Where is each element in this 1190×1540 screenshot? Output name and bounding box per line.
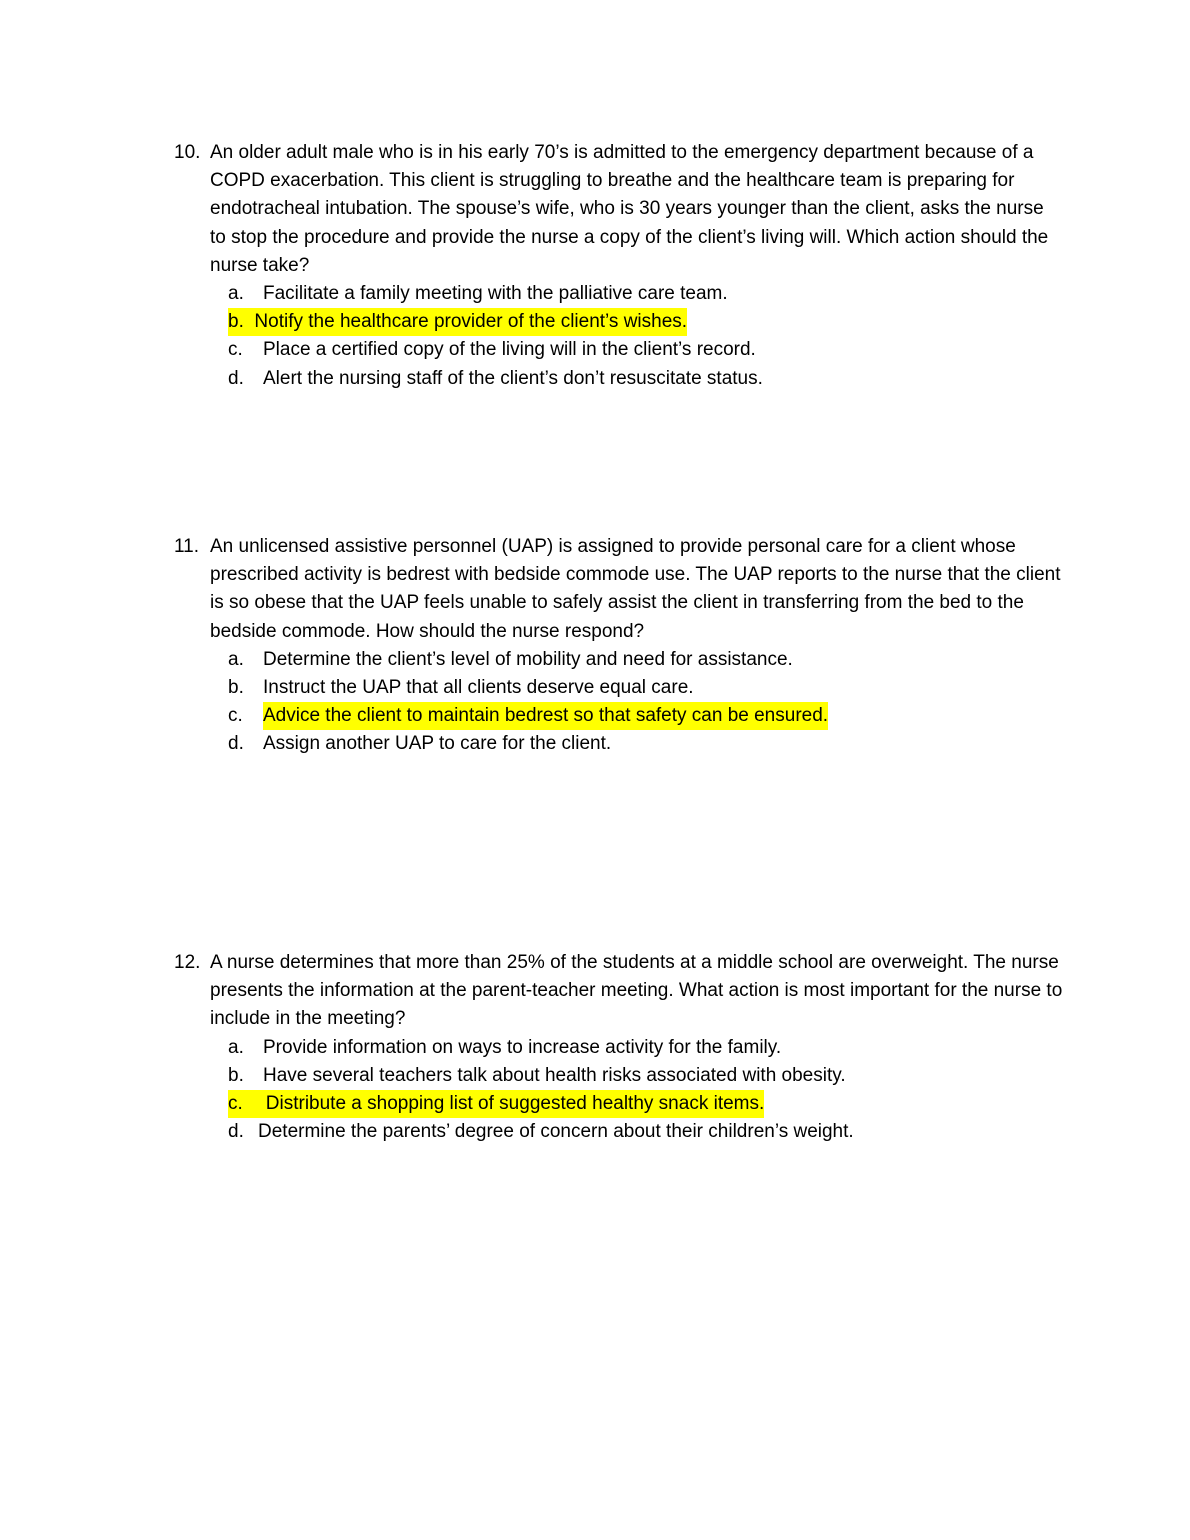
question-10 — [174, 139, 1064, 393]
option-letter: a. — [228, 283, 244, 305]
option-letter: b. — [228, 311, 244, 333]
question-stem — [174, 949, 1064, 1034]
option-b-highlighted — [228, 308, 1064, 336]
option-letter: b. — [228, 1064, 244, 1086]
option-a — [228, 280, 1064, 308]
option-text: Place a certified copy of the living will in the client’s record. — [263, 339, 756, 361]
question-number: 11. — [174, 536, 200, 557]
highlighted-answer — [228, 308, 687, 336]
option-text: Have several teachers talk about health risks associated with obesity. — [263, 1064, 846, 1086]
question-text: A nurse determines that more than 25% of the students at a middle school are overweight. The nurse presents the information at the parent-teacher meeting. What action is most important for the nurse to include in the meeting? — [210, 952, 1063, 1030]
answer-options — [174, 646, 1064, 759]
option-a — [228, 1034, 1064, 1062]
option-text: Provide information on ways to increase activity for the family. — [263, 1036, 782, 1058]
option-c-highlighted — [228, 1090, 1064, 1118]
option-c — [228, 336, 1064, 364]
option-text: Notify the healthcare provider of the client’s wishes. — [254, 311, 688, 333]
question-12 — [174, 949, 1064, 1146]
option-b — [228, 1062, 1064, 1090]
question-text: An older adult male who is in his early 70’s is admitted to the emergency department because of a COPD exacerbation. This client is struggling to breathe and the healthcare team is preparing for endotracheal intubation. The spouse’s wife, who is 30 years younger than the client, asks the nurse to stop the procedure and provide the nurse a copy of the client’s living will. Which action should the nurse take? — [210, 142, 1049, 276]
option-letter: c. — [228, 339, 243, 361]
answer-options — [174, 1034, 1064, 1147]
option-letter: d. — [228, 1121, 244, 1143]
option-text: Distribute a shopping list of suggested healthy snack items. — [265, 1092, 765, 1114]
option-letter: b. — [228, 677, 244, 698]
option-letter: a. — [228, 648, 244, 670]
option-letter: d. — [228, 367, 244, 389]
option-d — [228, 730, 1064, 758]
question-text: An unlicensed assistive personnel (UAP) is assigned to provide personal care for a client whose prescribed activity is bedrest with bedside commode use. The UAP reports to the nurse that the client is so obese that the UAP feels unable to safely assist the client in transferring from the bed to the bedside commode. How should the nurse respond? — [210, 536, 1061, 642]
option-text: Assign another UAP to care for the client. — [263, 733, 612, 755]
option-text: Alert the nursing staff of the client’s don’t resuscitate status. — [263, 367, 763, 389]
option-text: Instruct the UAP that all clients deserve equal care. — [263, 677, 694, 698]
option-text: Determine the client’s level of mobility and need for assistance. — [263, 648, 793, 670]
question-stem — [174, 139, 1064, 280]
option-text: Facilitate a family meeting with the palliative care team. — [263, 283, 728, 305]
option-c-highlighted — [228, 702, 1064, 730]
option-a — [228, 646, 1064, 674]
option-text: Determine the parents’ degree of concern about their children’s weight. — [258, 1121, 854, 1143]
question-stem — [174, 533, 1064, 646]
option-letter: d. — [228, 733, 244, 755]
highlighted-answer-text: Advice the client to maintain bedrest so that safety can be ensured. — [263, 702, 828, 730]
option-d — [228, 365, 1064, 393]
option-letter: a. — [228, 1036, 244, 1058]
question-number: 10. — [174, 142, 201, 163]
option-letter: c. — [228, 705, 243, 727]
highlighted-answer — [228, 1090, 764, 1118]
question-11 — [174, 533, 1064, 759]
option-letter: c. — [228, 1092, 243, 1114]
option-b — [228, 674, 1064, 702]
question-number: 12. — [174, 952, 201, 973]
option-d — [228, 1118, 1064, 1146]
answer-options — [174, 280, 1064, 393]
